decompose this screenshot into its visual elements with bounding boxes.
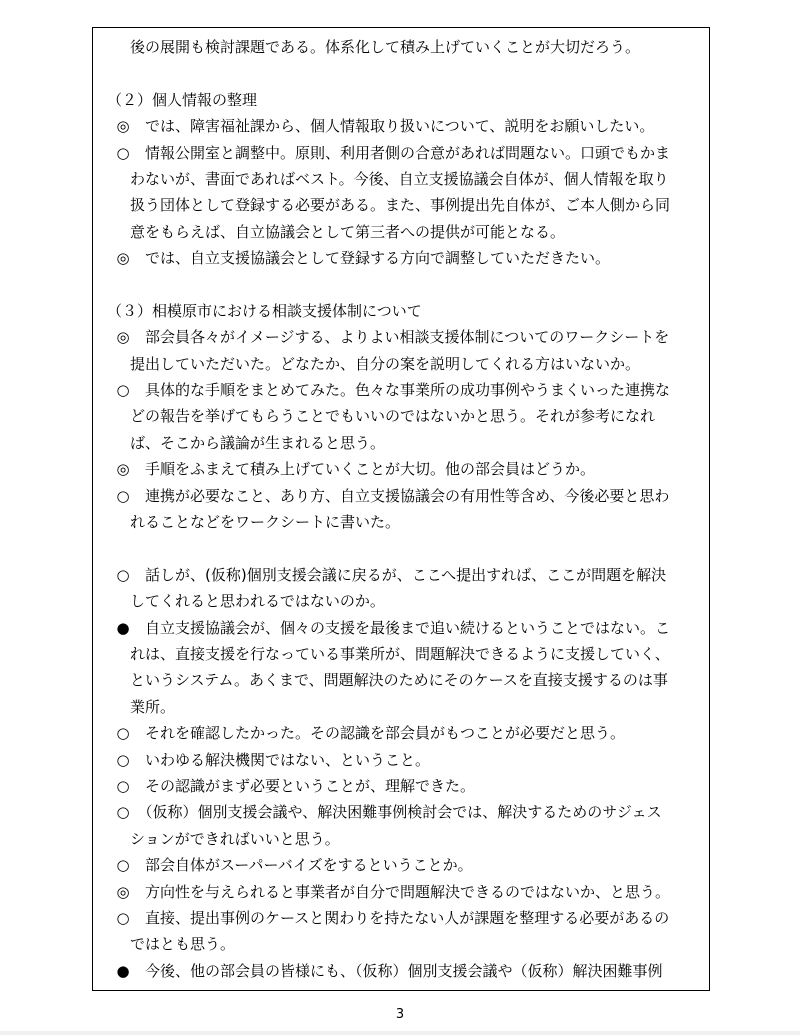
text-line: してくれると思われるではないのか。: [130, 592, 385, 611]
speaker-marker: ○: [116, 486, 130, 505]
text-line: ションができればいいと思う。: [130, 829, 340, 848]
text-line: れは、直接支援を行なっている事業所が、問題解決できるように支援していく、: [130, 644, 670, 663]
speaker-marker: ○: [116, 776, 130, 795]
minutes-entry: [107, 879, 707, 905]
text-line: ば、そこから議論が生まれると思う。: [130, 433, 386, 452]
minutes-entry: [107, 113, 707, 139]
minutes-entry: [107, 245, 707, 271]
section-heading: [107, 298, 707, 324]
speaker-marker: ○: [116, 750, 130, 769]
minutes-entry: [107, 852, 707, 878]
speaker-marker: ○: [116, 908, 130, 927]
text-line: 業所。: [130, 697, 176, 716]
speaker-marker: ○: [116, 724, 130, 743]
minutes-entry: [107, 773, 707, 799]
text-line: 今後、他の部会員の皆様にも、（仮称）個別支援会議や（仮称）解決困難事例: [130, 961, 663, 980]
minutes-entry: [107, 562, 707, 615]
text-line: どの報告を挙げてもらうことでもいいのではないかと思う。それが参考になれ: [130, 407, 656, 426]
minutes-entry: [107, 456, 707, 482]
speaker-marker: ○: [116, 381, 130, 400]
speaker-marker: ◎: [116, 328, 130, 347]
section-heading: [107, 87, 707, 113]
speaker-marker: ○: [116, 143, 130, 162]
text-line: いわゆる解決機関ではない、ということ。: [130, 750, 431, 769]
text-line: では、障害福祉課から、個人情報取り扱いについて、説明をお願いしたい。: [130, 117, 655, 136]
speaker-marker: ○: [116, 803, 130, 822]
page-bottom-edge: [0, 1031, 800, 1035]
speaker-marker: ○: [116, 565, 130, 584]
text-line: 意をもらえば、自立協議会として第三者への提供が可能となる。: [130, 222, 566, 241]
text-line: 話しが、(仮称)個別支援会議に戻るが、ここへ提出すれば、ここが問題を解決: [130, 565, 667, 584]
document-frame: [92, 27, 710, 991]
text-line: 方向性を与えられると事業者が自分で問題解決できるのではないか、と思う。: [130, 882, 671, 901]
text-line: 情報公開室と調整中。原則、利用者側の合意があれば問題ない。口頭でもかま: [130, 143, 671, 162]
text-line: （仮称）個別支援会議や、解決困難事例検討会では、解決するためのサジェス: [130, 803, 662, 822]
speaker-marker: ●: [116, 961, 130, 980]
blank-line: [107, 60, 707, 86]
minutes-entry: [107, 324, 707, 377]
minutes-entry: [107, 720, 707, 746]
text-line: 連携が必要なこと、あり方、自立支援協議会の有用性等含め、今後必要と思わ: [130, 486, 670, 505]
blank-line: [107, 535, 707, 561]
minutes-entry: [107, 377, 707, 456]
text-line: その認識がまず必要ということが、理解できた。: [130, 776, 476, 795]
speaker-marker: ◎: [116, 117, 130, 136]
text-line: 扱う団体として登録する必要がある。また、事例提出先自体が、ご本人側から同: [130, 196, 671, 215]
minutes-entry: [107, 958, 707, 984]
text-line: それを確認したかった。その認識を部会員がもつことが必要だと思う。: [130, 724, 626, 743]
blank-line: [107, 272, 707, 298]
minutes-entry: [107, 615, 707, 721]
text-line: （３）相模原市における相談支援体制について: [107, 301, 422, 320]
speaker-marker: ○: [116, 856, 130, 875]
text-line: 後の展開も検討課題である。体系化して積み上げていくことが大切だろう。: [130, 38, 641, 56]
minutes-entry: [107, 905, 707, 958]
minutes-entry: [107, 140, 707, 246]
text-line: わないが、書面であればベスト。今後、自立支援協議会自体が、個人情報を取り: [130, 169, 669, 188]
minutes-entry: [107, 483, 707, 536]
text-line: 部会自体がスーパーバイズをするということか。: [130, 856, 473, 875]
speaker-marker: ◎: [116, 460, 130, 479]
text-line: 手順をふまえて積み上げていくことが大切。他の部会員はどうか。: [130, 460, 596, 479]
text-line: 部会員各々がイメージする、よりよい相談支援体制についてのワークシートを: [130, 328, 670, 347]
page-number: 3: [395, 1007, 405, 1022]
paragraph-continuation: [107, 34, 707, 60]
text-line: 具体的な手順をまとめてみた。色々な事業所の成功事例やうまくいった連携な: [130, 381, 671, 400]
text-line: では、自立支援協議会として登録する方向で調整していただきたい。: [130, 249, 611, 268]
text-line: というシステム。あくまで、問題解決のためにそのケースを直接支援するのは事: [130, 671, 668, 690]
minutes-entry: [107, 799, 707, 852]
text-line: 自立支援協議会が、個々の支援を最後まで追い続けるということではない。こ: [130, 618, 671, 637]
speaker-marker: ●: [116, 618, 130, 637]
text-line: れることなどをワークシートに書いた。: [130, 513, 401, 532]
text-line: 直接、提出事例のケースと関わりを持たない人が課題を整理する必要があるの: [130, 908, 670, 927]
text-line: （２）個人情報の整理: [107, 90, 258, 109]
minutes-entry: [107, 747, 707, 773]
speaker-marker: ◎: [116, 882, 130, 901]
text-line: ではとも思う。: [130, 935, 236, 954]
text-line: 提出していただいた。どなたか、自分の案を説明してくれる方はいないか。: [130, 354, 641, 373]
document-body: [107, 34, 707, 984]
speaker-marker: ◎: [116, 249, 130, 268]
